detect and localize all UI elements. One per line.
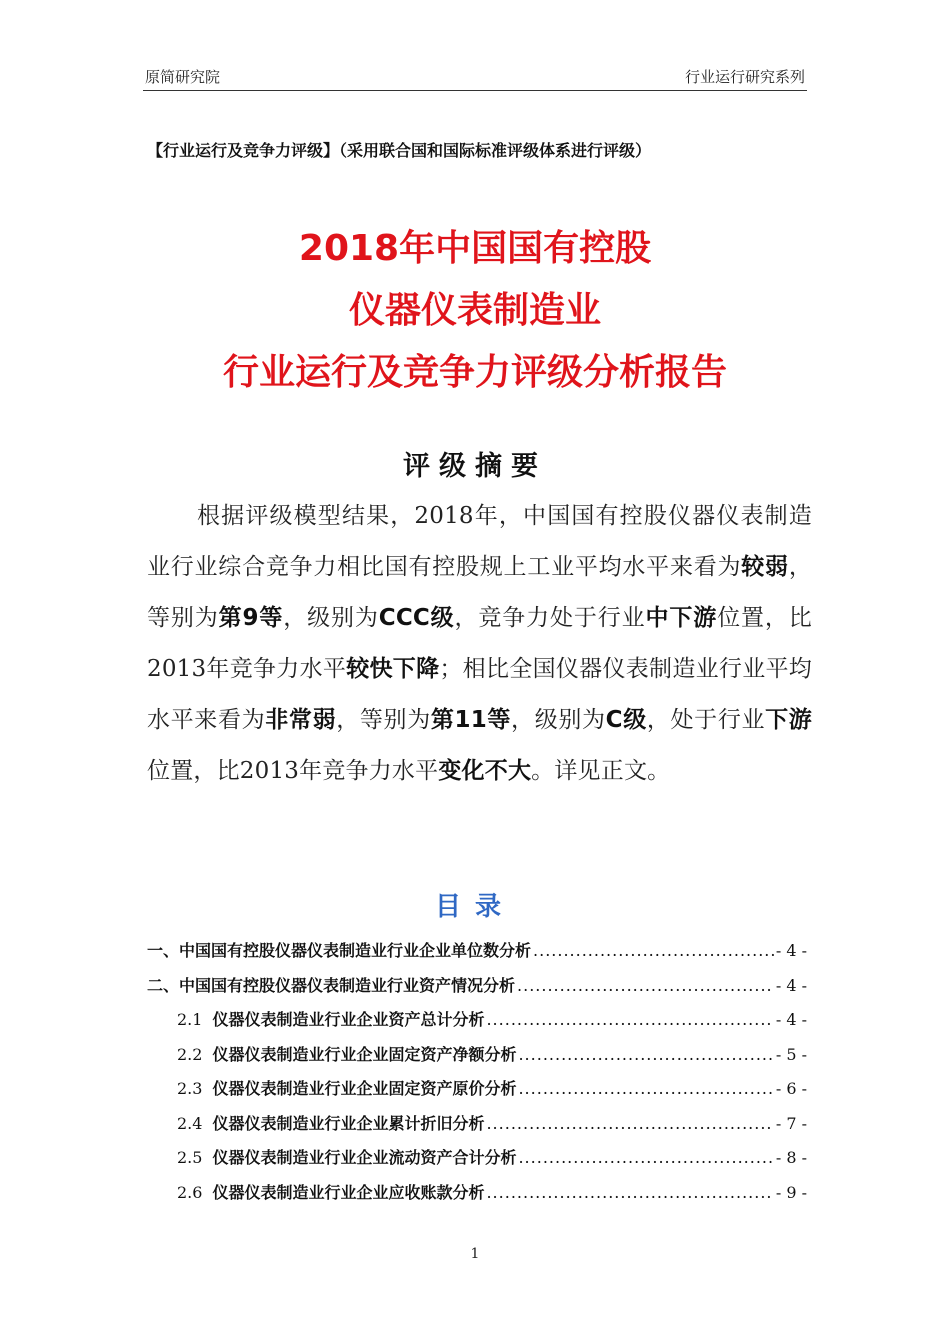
toc-entry-label: 二、中国国有控股仪器仪表制造业行业资产情况分析 bbox=[147, 975, 516, 995]
toc-entry-label: 仪器仪表制造业行业企业固定资产原价分析 bbox=[212, 1079, 517, 1098]
toc-leader-dots bbox=[517, 976, 774, 995]
summary-highlight: 较弱 bbox=[741, 554, 789, 580]
page-header bbox=[143, 64, 807, 91]
summary-highlight: 第9等 bbox=[218, 605, 284, 631]
toc-leader-dots bbox=[533, 941, 774, 960]
toc-entry-page: - 4 - bbox=[775, 941, 807, 960]
toc-entry[interactable] bbox=[147, 1007, 807, 1042]
summary-highlight: 较快下降 bbox=[346, 656, 440, 682]
toc-entry-label: 一、中国国有控股仪器仪表制造业行业企业单位数分析 bbox=[147, 941, 532, 960]
summary-text: 位置，比2013年竞争力水平 bbox=[147, 758, 439, 784]
toc-entry[interactable] bbox=[147, 1180, 807, 1215]
toc-entry[interactable] bbox=[147, 1076, 807, 1111]
toc-entry[interactable] bbox=[147, 1042, 807, 1077]
toc-entry-page: - 5 - bbox=[775, 1044, 807, 1064]
toc-leader-dots bbox=[518, 1148, 773, 1167]
summary-highlight: C级 bbox=[605, 707, 647, 733]
toc-entry-page: - 9 - bbox=[775, 1182, 807, 1202]
summary-text: ，竞争力处于行业 bbox=[454, 605, 646, 631]
summary-text: 根据评级模型结果，2018年，中国国有控股仪器仪表制造业行业综合竞争力相比国有控股规上工业平均水平来看为 bbox=[147, 503, 812, 580]
toc-entry-label: 仪器仪表制造业行业企业固定资产净额分析 bbox=[212, 1044, 517, 1064]
toc-entry-number: 2.1 bbox=[177, 1010, 203, 1029]
summary-highlight: 下游 bbox=[765, 707, 813, 733]
toc-entry-page: - 7 - bbox=[775, 1113, 807, 1133]
toc-entry[interactable] bbox=[147, 1111, 807, 1146]
header-series: 行业运行研究系列 bbox=[684, 68, 805, 86]
report-title-line-3: 行业运行及竞争力评级分析报告 bbox=[222, 352, 727, 393]
table-of-contents bbox=[147, 938, 807, 1214]
toc-entry[interactable] bbox=[147, 938, 807, 973]
summary-highlight: 第11等 bbox=[430, 707, 512, 733]
toc-entry-label: 仪器仪表制造业行业企业流动资产合计分析 bbox=[212, 1148, 517, 1167]
toc-leader-dots bbox=[518, 1079, 773, 1098]
toc-leader-dots bbox=[486, 1114, 773, 1133]
summary-text: ，等别为 bbox=[147, 554, 813, 631]
summary-text: ，处于行业 bbox=[646, 707, 766, 733]
summary-highlight: CCC级 bbox=[378, 605, 455, 631]
toc-entry[interactable] bbox=[147, 1145, 807, 1180]
toc-entry-page: - 6 - bbox=[775, 1079, 807, 1098]
toc-entry-label: 仪器仪表制造业行业企业应收账款分析 bbox=[212, 1182, 485, 1202]
toc-entry-page: - 4 - bbox=[775, 975, 807, 995]
toc-entry-number: 2.2 bbox=[177, 1044, 203, 1064]
page-number: 1 bbox=[470, 1246, 480, 1262]
toc-entry-number: 2.3 bbox=[177, 1079, 203, 1098]
toc-leader-dots bbox=[486, 1010, 773, 1029]
summary-text: ；相比全国仪器仪表制造业行业平均水平来看为 bbox=[147, 656, 812, 733]
summary-highlight: 中下游 bbox=[645, 605, 718, 631]
summary-highlight: 非常弱 bbox=[265, 707, 337, 733]
report-title-line-1: 2018年中国国有控股 bbox=[298, 228, 652, 269]
toc-entry-label: 仪器仪表制造业行业企业累计折旧分析 bbox=[212, 1113, 485, 1133]
summary-text: ，级别为 bbox=[511, 707, 606, 733]
report-title-line-2: 仪器仪表制造业 bbox=[348, 290, 601, 331]
report-tagline: 【行业运行及竞争力评级】（采用联合国和国际标准评级体系进行评级） bbox=[147, 141, 652, 160]
toc-entry-label: 仪器仪表制造业行业企业资产总计分析 bbox=[212, 1010, 485, 1029]
summary-highlight: 变化不大 bbox=[438, 758, 532, 784]
toc-entry-number: 2.5 bbox=[177, 1148, 203, 1167]
toc-entry-page: - 8 - bbox=[775, 1148, 807, 1167]
summary-text: 。详见正文。 bbox=[531, 758, 671, 784]
toc-entry[interactable] bbox=[147, 973, 807, 1008]
summary-text: ，级别为 bbox=[283, 605, 379, 631]
summary-heading: 评级摘要 bbox=[403, 451, 547, 482]
toc-entry-number: 2.4 bbox=[177, 1113, 203, 1133]
toc-entry-number: 2.6 bbox=[177, 1182, 203, 1202]
toc-leader-dots bbox=[518, 1045, 773, 1064]
summary-text: ，等别为 bbox=[336, 707, 431, 733]
toc-entry-page: - 4 - bbox=[775, 1010, 807, 1029]
summary-paragraph bbox=[147, 491, 812, 797]
summary-text: 位置，比2013年竞争力水平 bbox=[147, 605, 812, 682]
header-publisher: 原简研究院 bbox=[145, 68, 221, 86]
toc-leader-dots bbox=[486, 1183, 773, 1202]
toc-heading: 目录 bbox=[434, 892, 515, 922]
